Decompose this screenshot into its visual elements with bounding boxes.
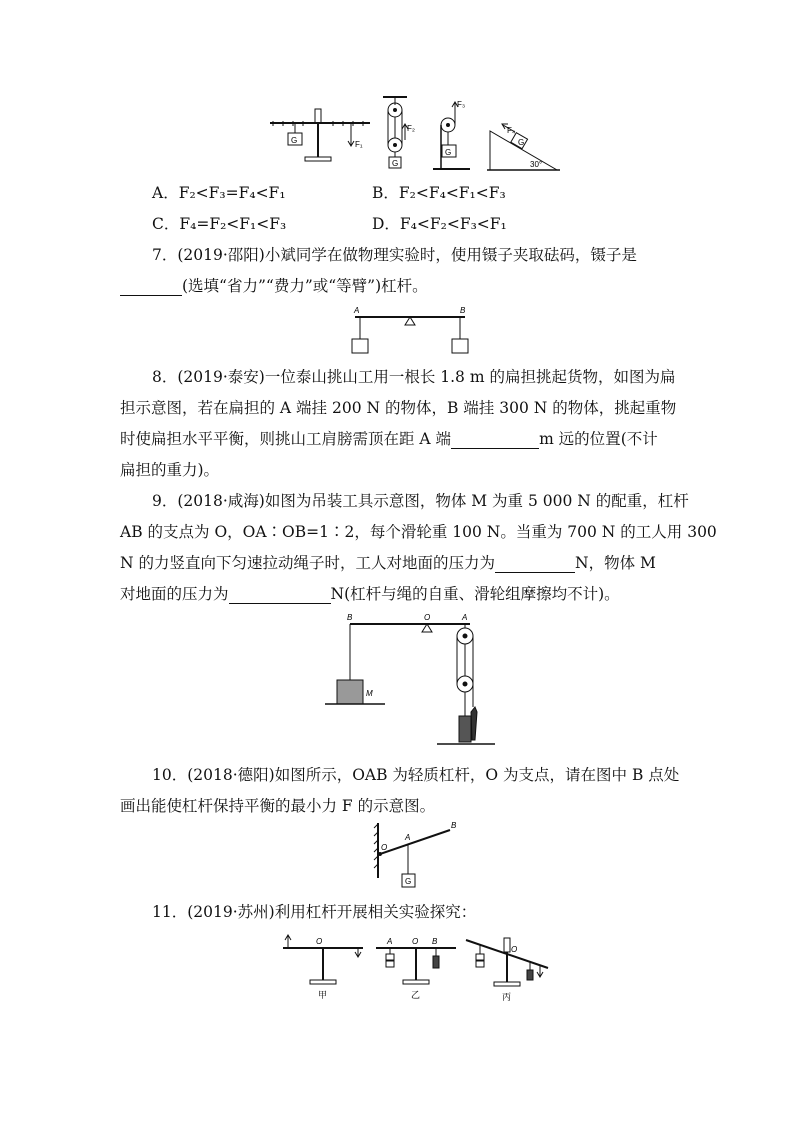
q9-a-label: A <box>462 613 468 622</box>
q11-a-label: A <box>387 937 393 946</box>
pulley1-g-label: G <box>392 159 399 168</box>
q7-answer-blank[interactable] <box>120 279 182 296</box>
q8-line3-after: m 远的位置(不计 <box>539 430 658 448</box>
q7-line2-text: (选填“省力”“费力”或“等臂”)杠杆。 <box>182 277 428 295</box>
pulley1-f-label: F₂ <box>407 124 415 133</box>
lever-g-label: G <box>291 136 298 145</box>
option-d: D．F₄<F₂<F₃<F₁ <box>372 215 507 233</box>
q8-answer-blank[interactable] <box>451 432 539 449</box>
q9-line3-after: N，物体 M <box>575 554 656 572</box>
q7-b-label: B <box>460 306 466 315</box>
q10-line2: 画出能使杠杆保持平衡的最小力 F 的示意图。 <box>120 797 436 815</box>
incline-diagram <box>487 124 560 170</box>
incline-angle-label: 30° <box>530 160 543 169</box>
q11-b-label: B <box>432 937 438 946</box>
q9-line4-before: 对地面的压力为 <box>120 585 229 603</box>
q10-b-label: B <box>451 821 457 830</box>
q9-answer-blank-1[interactable] <box>495 556 575 573</box>
q8-line1: 8．(2019·泰安)一位泰山挑山工用一根长 1.8 m 的扁担挑起货物，如图为扁 <box>152 368 676 386</box>
q9-o-label: O <box>424 613 431 622</box>
lever-stand-diagram <box>270 109 370 161</box>
pulley-block-diagram <box>383 97 408 168</box>
pulley2-f-label: F₃ <box>457 100 466 109</box>
incline-f-label: F₄ <box>507 126 516 135</box>
pulley2-g-label: G <box>445 148 452 157</box>
q9-answer-blank-2[interactable] <box>229 587 331 604</box>
q7-line2 <box>120 276 428 296</box>
option-a: A．F₂<F₃=F₄<F₁ <box>152 184 286 202</box>
q11-o2-label: O <box>412 937 419 946</box>
q7-a-label: A <box>354 306 360 315</box>
q9-line1: 9．(2018·咸海)如图为吊装工具示意图，物体 M 为重 5 000 N 的配重，杠杆 <box>152 492 689 510</box>
q11-line1: 11．(2019·苏州)利用杠杆开展相关实验探究： <box>152 903 477 921</box>
q11-cap3: 丙 <box>502 992 512 1002</box>
q9-b-label: B <box>347 613 353 622</box>
q11-o1-label: O <box>316 937 323 946</box>
q8-line2: 担示意图，若在扁担的 A 端挂 200 N 的物体，B 端挂 300 N 的物体，挑起重物 <box>120 399 677 417</box>
q9-m-label: M <box>366 689 373 698</box>
q8-line3 <box>120 429 658 449</box>
q9-line3 <box>120 553 656 573</box>
q10-line1: 10．(2018·德阳)如图所示，OAB 为轻质杠杆，O 为支点，请在图中 B 点处 <box>152 766 680 784</box>
fixed-pulley-diagram <box>433 102 470 169</box>
q9-line4-after: N(杠杆与绳的自重、滑轮组摩擦均不计)。 <box>330 585 620 603</box>
q9-line4 <box>120 584 620 604</box>
q11-lever-experiments-figure <box>278 930 548 1010</box>
q10-lever-figure <box>368 818 468 898</box>
q9-crane-figure <box>325 612 505 752</box>
q10-o-label: O <box>381 843 388 852</box>
q11-o3-label: O <box>511 945 518 954</box>
q10-a-label: A <box>405 833 411 842</box>
top-machines-figure <box>265 95 565 180</box>
lever-f-label: F₁ <box>355 140 363 149</box>
incline-g-label: G <box>518 138 525 147</box>
q9-line3-before: N 的力竖直向下匀速拉动绳子时，工人对地面的压力为 <box>120 554 495 572</box>
q11-cap2: 乙 <box>411 990 421 1000</box>
q7-line1: 7．(2019·邵阳)小斌同学在做物理实验时，使用镊子夹取砝码，镊子是 <box>152 246 637 264</box>
q11-cap1: 甲 <box>318 990 328 1000</box>
option-c: C．F₄=F₂<F₁<F₃ <box>152 215 287 233</box>
q8-line3-before: 时使扁担水平平衡，则挑山工肩膀需顶在距 A 端 <box>120 430 452 448</box>
q10-g-label: G <box>405 877 412 886</box>
q7-balance-figure <box>340 305 480 355</box>
q8-line4: 扁担的重力)。 <box>120 461 220 479</box>
q9-line2: AB 的支点为 O，OA∶OB=1∶2，每个滑轮重 100 N。当重为 700 N 的工人用 300 <box>120 523 717 541</box>
option-b: B．F₂<F₄<F₁<F₃ <box>372 184 506 202</box>
